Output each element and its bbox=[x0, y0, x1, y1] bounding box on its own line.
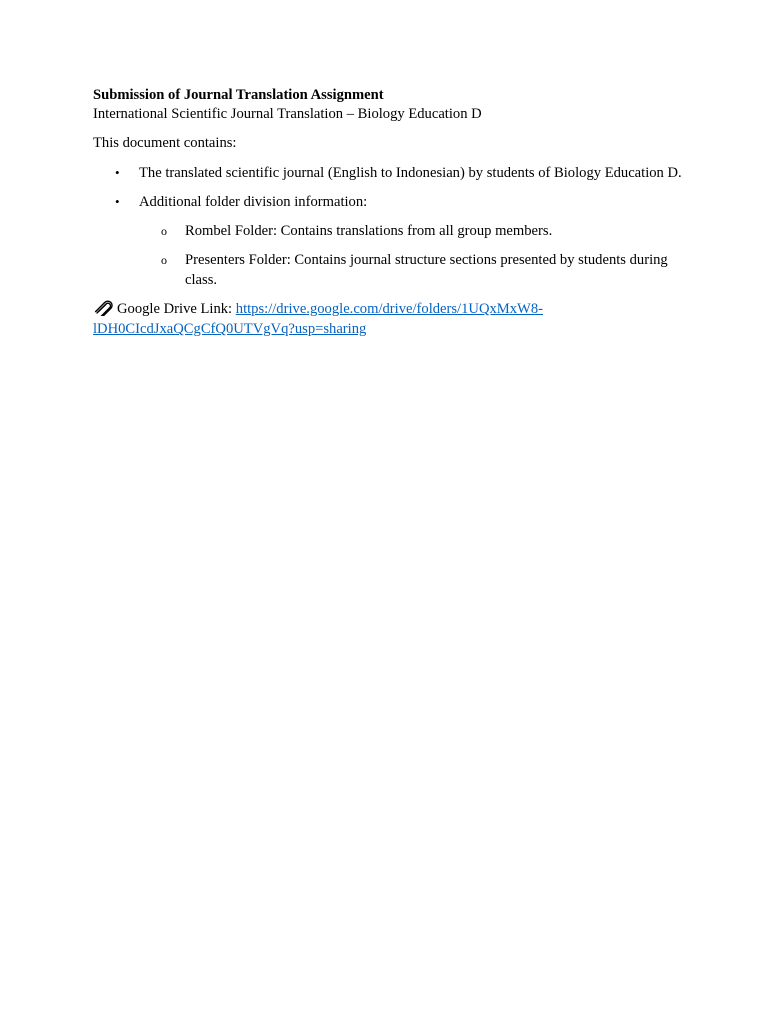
sub-list-item-text: Presenters Folder: Contains journal structure sections presented by students during class. bbox=[185, 252, 668, 288]
bullet-marker: • bbox=[115, 165, 120, 180]
drive-link-line bbox=[93, 299, 683, 339]
sub-list-item bbox=[139, 221, 683, 241]
bullet-marker: • bbox=[115, 194, 120, 209]
google-drive-link[interactable]: https://drive.google.com/drive/folders/1UQxMxW8- lDH0CIcdJxaQCgCfQ0UTVgVq?usp=sharing bbox=[93, 301, 543, 337]
sub-bullet-marker: o bbox=[161, 224, 167, 238]
sub-bullet-marker: o bbox=[161, 253, 167, 267]
document-intro: This document contains: bbox=[93, 135, 237, 151]
drive-link-label: Google Drive Link: bbox=[117, 301, 233, 317]
folder-sublist bbox=[139, 221, 683, 290]
sub-list-item-text: Rombel Folder: Contains translations from all group members. bbox=[185, 223, 553, 239]
document-page bbox=[93, 86, 683, 339]
sub-list-item bbox=[139, 250, 683, 290]
document-title: Submission of Journal Translation Assignment bbox=[93, 87, 384, 103]
document-subtitle: International Scientific Journal Translation – Biology Education D bbox=[93, 106, 482, 122]
list-item bbox=[93, 163, 683, 183]
paperclip-icon bbox=[93, 300, 113, 316]
contents-list bbox=[93, 163, 683, 290]
list-item bbox=[93, 192, 683, 290]
list-item-text: Additional folder division information: bbox=[139, 194, 368, 210]
list-item-text: The translated scientific journal (English to Indonesian) by students of Biology Education D. bbox=[139, 165, 682, 181]
